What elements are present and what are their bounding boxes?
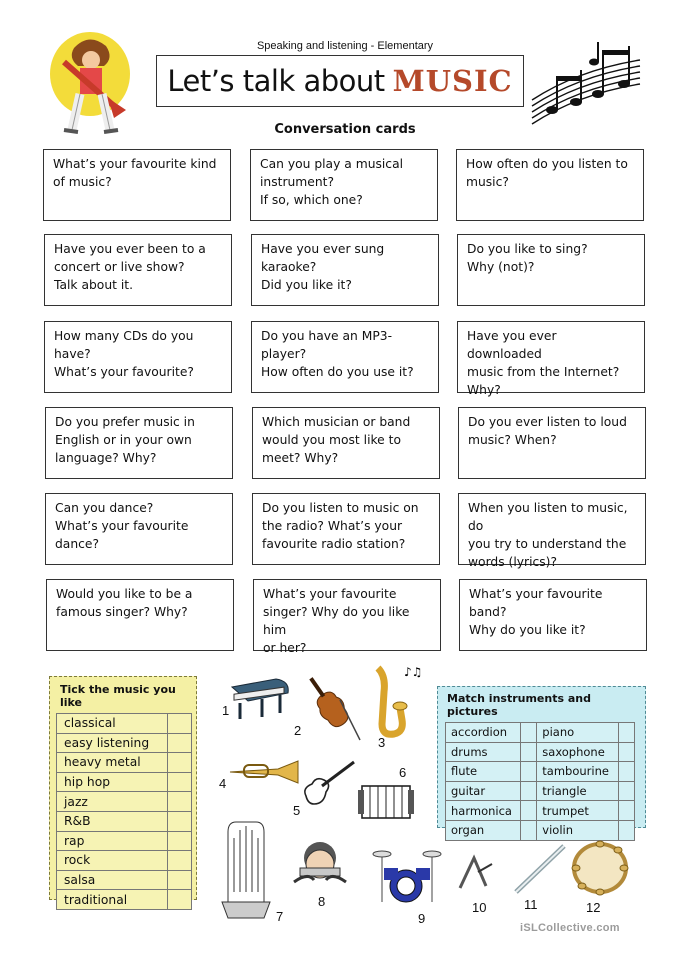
cards-heading: Conversation cards [274, 122, 416, 137]
answer-box[interactable] [619, 742, 635, 762]
answer-box[interactable] [521, 801, 537, 821]
table-row [57, 714, 192, 734]
instrument-name: flute [446, 762, 521, 782]
music-genre: hip hop [57, 772, 168, 792]
music-genre: rock [57, 851, 168, 871]
picture-number: 3 [378, 735, 386, 750]
picture-number: 7 [276, 909, 284, 924]
answer-box[interactable] [521, 762, 537, 782]
conversation-card: Have you ever sung karaoke? Did you like it? [251, 234, 439, 306]
conversation-card: Can you dance? What’s your favourite dance? [45, 493, 233, 565]
svg-text:♪♫: ♪♫ [404, 665, 422, 679]
picture-number: 12 [586, 900, 601, 915]
music-genre: classical [57, 714, 168, 734]
accordion-icon [356, 778, 416, 826]
conversation-card: Which musician or band would you most like to meet? Why? [252, 407, 440, 479]
drums-icon [372, 846, 442, 906]
conversation-card: Have you ever downloaded music from the Internet? Why? [457, 321, 645, 393]
match-table [445, 722, 635, 841]
table-row [57, 831, 192, 851]
conversation-card: Do you ever listen to loud music? When? [458, 407, 646, 479]
picture-number: 1 [222, 703, 230, 718]
conversation-card: Do you prefer music in English or in your own language? Why? [45, 407, 233, 479]
conversation-card: When you listen to music, do you try to understand the words (lyrics)? [458, 493, 646, 565]
table-row [446, 723, 635, 743]
trumpet-icon [226, 757, 302, 787]
flute-icon [510, 840, 570, 900]
music-genre: heavy metal [57, 753, 168, 773]
instrument-name: triangle [537, 781, 619, 801]
tick-box[interactable] [168, 792, 192, 812]
title-box [156, 55, 524, 107]
answer-box[interactable] [619, 781, 635, 801]
tick-box[interactable] [168, 714, 192, 734]
music-genre: easy listening [57, 733, 168, 753]
picture-number: 5 [293, 803, 301, 818]
tick-box[interactable] [168, 851, 192, 871]
table-row [57, 870, 192, 890]
table-row [57, 890, 192, 910]
page-title: Let’s talk about [167, 64, 385, 98]
music-notes-icon [528, 40, 646, 128]
conversation-card: Would you like to be a famous singer? Why? [46, 579, 234, 651]
tick-panel-title: Tick the music you like [60, 683, 176, 709]
table-row [57, 733, 192, 753]
conversation-card: Have you ever been to a concert or live show? Talk about it. [44, 234, 232, 306]
table-row [57, 792, 192, 812]
instrument-name: trumpet [537, 801, 619, 821]
instrument-name: piano [537, 723, 619, 743]
tick-box[interactable] [168, 733, 192, 753]
tick-box[interactable] [168, 811, 192, 831]
picture-number: 9 [418, 911, 426, 926]
guitarist-cartoon-icon [44, 28, 140, 138]
picture-number: 8 [318, 894, 326, 909]
page-title-accent: MUSIC [392, 64, 513, 98]
tick-music-panel [49, 676, 197, 907]
conversation-card: Do you have an MP3-player? How often do you use it? [251, 321, 439, 393]
picture-number: 4 [219, 776, 227, 791]
answer-box[interactable] [619, 762, 635, 782]
conversation-card: How many CDs do you have? What’s your favourite? [44, 321, 232, 393]
piano-icon [228, 673, 294, 723]
tick-box[interactable] [168, 831, 192, 851]
answer-box[interactable] [521, 781, 537, 801]
picture-number: 2 [294, 723, 302, 738]
answer-box[interactable] [521, 723, 537, 743]
conversation-card: How often do you listen to music? [456, 149, 644, 221]
instrument-name: accordion [446, 723, 521, 743]
instrument-name: drums [446, 742, 521, 762]
tambourine-icon [570, 838, 630, 898]
organ-icon [218, 812, 274, 920]
picture-number: 6 [399, 765, 407, 780]
table-row [446, 801, 635, 821]
music-genre: rap [57, 831, 168, 851]
page-subtitle: Speaking and listening - Elementary [256, 40, 434, 52]
answer-box[interactable] [619, 801, 635, 821]
saxophone-icon [360, 662, 422, 742]
conversation-card: Can you play a musical instrument? If so, which one? [250, 149, 438, 221]
instrument-name: organ [446, 820, 521, 840]
tick-box[interactable] [168, 890, 192, 910]
harmonica-icon [288, 838, 352, 894]
music-genre: traditional [57, 890, 168, 910]
conversation-card: Do you listen to music on the radio? What’s your favourite radio station? [252, 493, 440, 565]
site-watermark: iSLCollective.com [520, 922, 620, 934]
instrument-name: tambourine [537, 762, 619, 782]
instrument-name: saxophone [537, 742, 619, 762]
table-row [57, 772, 192, 792]
picture-number: 11 [524, 897, 538, 912]
answer-box[interactable] [521, 742, 537, 762]
conversation-card: What’s your favourite band? Why do you like it? [459, 579, 647, 651]
table-row [57, 753, 192, 773]
table-row [446, 742, 635, 762]
instrument-name: violin [537, 820, 619, 840]
tick-box[interactable] [168, 753, 192, 773]
tick-box[interactable] [168, 772, 192, 792]
music-genre: salsa [57, 870, 168, 890]
triangle-icon [452, 852, 494, 894]
answer-box[interactable] [619, 723, 635, 743]
conversation-card: What’s your favourite singer? Why do you like him or her? [253, 579, 441, 651]
instrument-name: guitar [446, 781, 521, 801]
tick-table [56, 713, 192, 910]
table-row [57, 851, 192, 871]
match-instruments-panel [437, 686, 646, 838]
conversation-card: What’s your favourite kind of music? [43, 149, 231, 221]
conversation-card: Do you like to sing? Why (not)? [457, 234, 645, 306]
music-genre: R&B [57, 811, 168, 831]
table-row [446, 781, 635, 801]
music-genre: jazz [57, 792, 168, 812]
match-panel-title: Match instruments and pictures [447, 692, 591, 718]
picture-number: 10 [472, 900, 487, 915]
answer-box[interactable] [521, 820, 537, 840]
table-row [57, 811, 192, 831]
table-row [446, 762, 635, 782]
tick-box[interactable] [168, 870, 192, 890]
violin-icon [300, 670, 362, 744]
guitar-icon [300, 758, 360, 808]
instrument-name: harmonica [446, 801, 521, 821]
